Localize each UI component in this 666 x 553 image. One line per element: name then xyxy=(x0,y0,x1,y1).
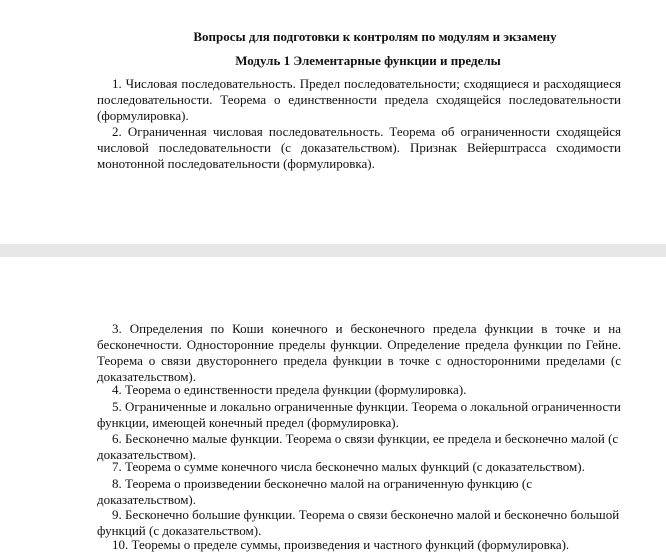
question-1: 1. Числовая последовательность. Предел последовательности; сходящиеся и расходящиеся последовательности. Теорема о единственности предела сходящейся последовательности (формулировка). xyxy=(97,76,621,123)
question-10: 10. Теоремы о пределе суммы, произведения и частного функций (формулировка). xyxy=(112,537,570,552)
question-3: 3. Определения по Коши конечного и бесконечного предела функции в точке и на бесконечности. Односторонние пределы функции. Определение предела функции по Гейне. Теорема о связи двустороннего предела функции в точке с односторонними пределами (с доказательством). xyxy=(97,321,621,384)
question-6: 6. Бесконечно малые функции. Теорема о связи функции, ее предела и бесконечно малой (с доказательством). xyxy=(97,431,619,462)
module-title: Модуль 1 Элементарные функции и пределы xyxy=(235,53,501,68)
document-page-1 xyxy=(0,0,666,244)
question-2: 2. Ограниченная числовая последовательность. Теорема об ограниченности сходящейся числовой последовательности (с доказательством). Признак Вейерштрасса сходимости монотонной последовательности (формулировка). xyxy=(97,124,621,171)
question-5: 5. Ограниченные и локально ограниченные функции. Теорема о локальной ограниченности функции, имеющей конечный предел (формулировка). xyxy=(97,399,621,430)
document-title: Вопросы для подготовки к контролям по модулям и экзамену xyxy=(193,29,557,44)
document-page-2 xyxy=(0,257,666,553)
question-8: 8. Теорема о произведении бесконечно малой на ограниченную функцию (с доказательством). xyxy=(97,476,532,507)
question-9: 9. Бесконечно большие функции. Теорема о связи бесконечно малой и бесконечно большой функций (с доказательством). xyxy=(97,507,620,538)
question-7: 7. Теорема о сумме конечного числа бесконечно малых функций (с доказательством). xyxy=(112,459,585,474)
question-4: 4. Теорема о единственности предела функции (формулировка). xyxy=(112,382,467,397)
